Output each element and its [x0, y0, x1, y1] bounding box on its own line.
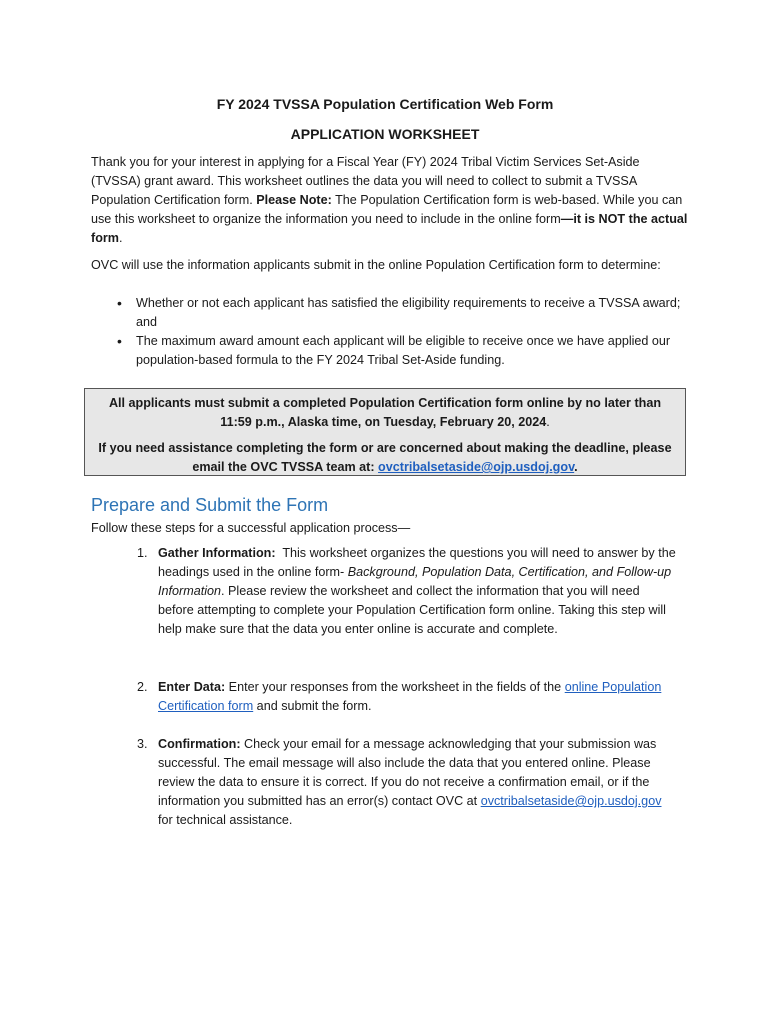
- ovc-use-lead: OVC will use the information applicants submit in the online Population Certification form to determine:: [91, 258, 661, 272]
- document-title: FY 2024 TVSSA Population Certification Web Form: [216, 96, 554, 112]
- intro-text: Thank you for your interest in applying for a Fiscal Year (FY) 2024 Tribal Victim Services Set-Aside (TVSSA) grant award. This worksheet outlines the data you will need to collect to submit a TVSSA Population Certification form.: [91, 155, 640, 207]
- step-italic-text: Background, Population Data, Certification, and Follow-up Information: [158, 565, 672, 598]
- step-label: Enter Data:: [158, 680, 226, 694]
- step-text: Check your email for a message acknowledging that your submission was successful. The email message will also include the data that you entered online. Please review the data to ensure it is correct. If you do not receive a confirmation email, or if the information you submitted has an error(s) contact OVC at: [158, 737, 657, 808]
- assistance-text: If you need assistance completing the form or are concerned about making the deadline, please email the OVC TVSSA team at:: [98, 441, 672, 474]
- step-number: 3.: [137, 737, 148, 751]
- step-text: for technical assistance.: [158, 813, 293, 827]
- ovc-use-list: [91, 294, 691, 370]
- step-text: and submit the form.: [253, 699, 372, 713]
- list-item: • Whether or not each applicant has satisfied the eligibility requirements to receive a TVSSA award; and: [91, 294, 691, 332]
- step-text: . Please review the worksheet and collect the information that you will need before attempting to complete your Population Certification form online. Taking this step will help make sure that the data you enter online is accurate and complete.: [158, 584, 666, 636]
- step-label: Confirmation:: [158, 737, 241, 751]
- section-lead: Follow these steps for a successful application process—: [91, 521, 411, 535]
- list-item: • The maximum award amount each applicant will be eligible to receive once we have applied our population-based formula to the FY 2024 Tribal Set-Aside funding.: [91, 332, 691, 370]
- deadline-end: .: [546, 415, 550, 429]
- document-subtitle: APPLICATION WORKSHEET: [290, 126, 480, 142]
- deadline-text: All applicants must submit a completed Population Certification form online by no later than 11:59 p.m., Alaska time, on Tuesday, February 20, 2024: [108, 396, 662, 429]
- intro-note-end: .: [119, 231, 123, 245]
- step-body: [158, 544, 680, 639]
- step-number: 1.: [137, 546, 148, 560]
- intro-note-text: The Population Certification form is web-based. While you can use this worksheet to organize the information you need to include in the online form: [91, 193, 683, 226]
- assistance-end: .: [574, 460, 578, 474]
- step-confirmation: [137, 735, 677, 830]
- intro-note-emphasis: —it is NOT the actual form: [91, 212, 688, 245]
- step-label: Gather Information:: [158, 546, 276, 560]
- step-number: 2.: [137, 680, 148, 694]
- intro-paragraph: [91, 153, 691, 248]
- step-text: This worksheet organizes the questions you will need to answer by the headings used in the online form-: [158, 546, 680, 579]
- deadline-notice-box: [84, 388, 686, 476]
- notice-email-link[interactable]: ovctribalsetaside@ojp.usdoj.gov: [378, 460, 575, 474]
- assistance-paragraph: [95, 439, 675, 477]
- intro-note-label: Please Note:: [256, 193, 332, 207]
- support-email-link[interactable]: ovctribalsetaside@ojp.usdoj.gov: [480, 794, 662, 808]
- step-body: [158, 678, 677, 716]
- step-gather-information: [137, 544, 680, 639]
- step-text: Enter your responses from the worksheet in the fields of the: [225, 680, 565, 694]
- deadline-paragraph: [95, 394, 675, 432]
- online-form-link[interactable]: online Population Certification form: [158, 680, 662, 713]
- step-enter-data: [137, 678, 677, 716]
- step-body: [158, 735, 677, 830]
- section-heading: Prepare and Submit the Form: [91, 495, 329, 515]
